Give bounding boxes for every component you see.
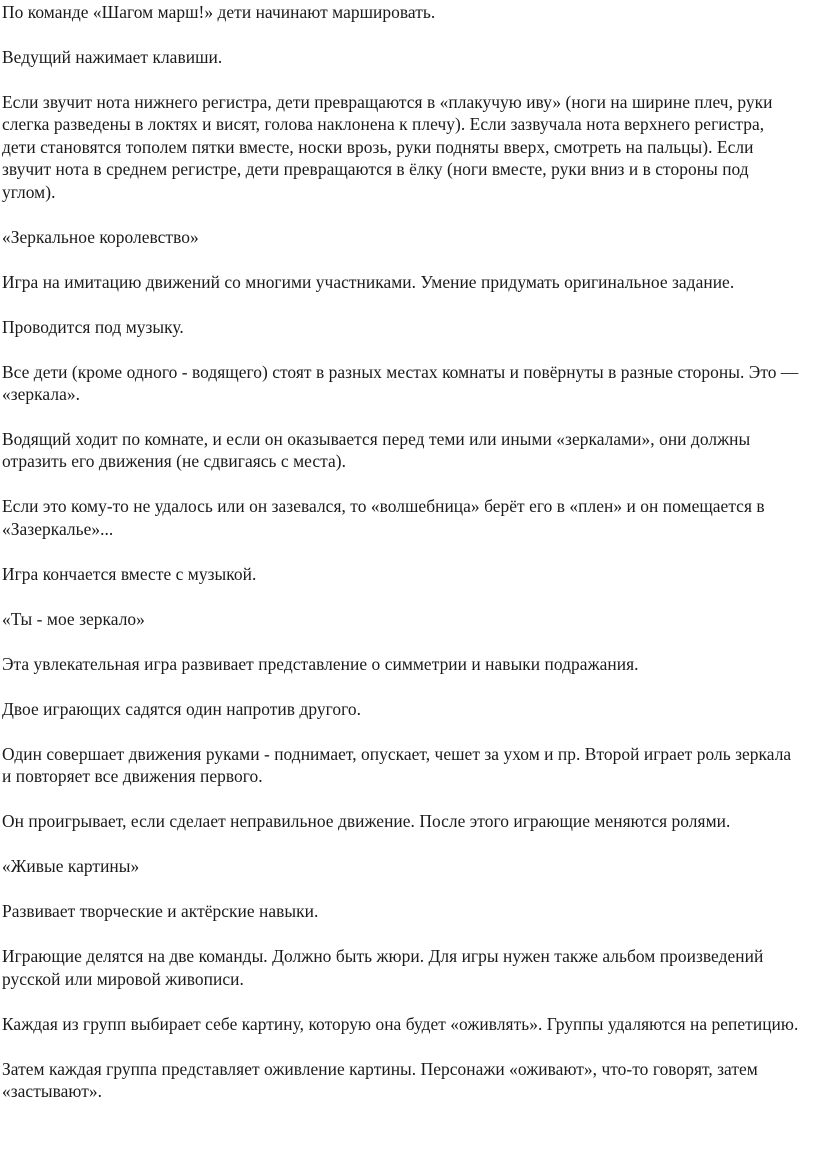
paragraph-choose-picture: Каждая из групп выбирает себе картину, которую она будет «оживлять». Группы удаляются на репетицию. [2, 1013, 799, 1034]
paragraph-two-teams: Играющие делятся на две команды. Должно быть жюри. Для игры нужен также альбом произведений русской или мировой живописи. [2, 946, 764, 989]
paragraph-register-rules: Если звучит нота нижнего регистра, дети превращаются в «плакучую иву» (ноги на ширине плеч, руки слегка разведены в локтях и висят, голова наклонена к плечу). Если зазвучала нота верхнего регистра, дети становятся тополем пятки вместе, носки врозь, руки подняты вверх, смотреть на пальцы). Если звучит нота в среднем регистре, дети превращаются в ёлку (ноги вместе, руки вниз и в стороны под углом). [2, 92, 773, 202]
heading-you-are-my-mirror: «Ты - мое зеркало» [2, 608, 145, 629]
heading-living-pictures: «Живые картины» [2, 856, 140, 877]
paragraph-creative-skills: Развивает творческие и актёрские навыки. [2, 901, 319, 922]
paragraph-leader-walks: Водящий ходит по комнате, и если он оказывается перед теми или иными «зеркалами», они должны отразить его движения (не сдвигаясь с места). [2, 429, 751, 472]
paragraph-two-players: Двое играющих садятся один напротив другого. [2, 698, 361, 719]
paragraph-imitation-game: Игра на имитацию движений со многими участниками. Умение придумать оригинальное задание. [2, 271, 735, 292]
paragraph-symmetry: Эта увлекательная игра развивает представление о симметрии и навыки подражания. [2, 653, 639, 674]
paragraph-leader-keys: Ведущий нажимает клавиши. [2, 47, 223, 67]
paragraph-hand-movements: Один совершает движения руками - поднимает, опускает, чешет за ухом и пр. Второй играет роль зеркала и повторяет все движения первого. [2, 743, 792, 787]
paragraph-captive-rule: Если это кому-то не удалось или он зазевался, то «волшебница» берёт его в «плен» и он помещается в «Зазеркалье»... [2, 496, 765, 539]
paragraph-loses-swap: Он проигрывает, если сделает неправильное движение. После этого играющие меняются ролями. [2, 811, 731, 832]
paragraph-game-ends: Игра кончается вместе с музыкой. [2, 563, 257, 584]
paragraph-present-picture: Затем каждая группа представляет оживление картины. Персонажи «оживают», что-то говорят, затем «застывают». [2, 1058, 758, 1102]
paragraph-march-command: По команде «Шагом марш!» дети начинают маршировать. [2, 2, 436, 22]
heading-mirror-kingdom: «Зеркальное королевство» [2, 226, 199, 247]
paragraph-with-music: Проводится под музыку. [2, 316, 184, 337]
paragraph-mirrors-setup: Все дети (кроме одного - водящего) стоят в разных местах комнаты и повёрнуты в разные стороны. Это — «зеркала». [2, 361, 799, 405]
